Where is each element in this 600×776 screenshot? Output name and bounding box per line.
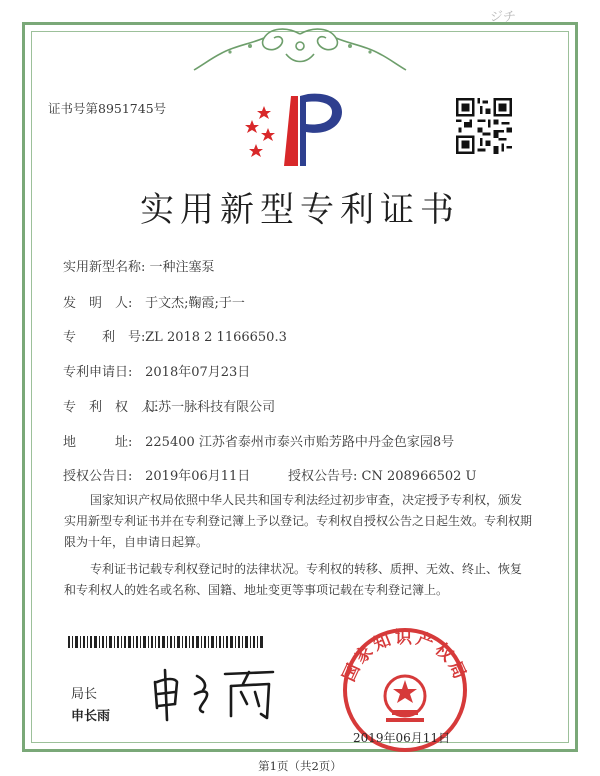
commissioner-name: 申长雨: [71, 709, 111, 724]
corner-handwriting: ジチ: [490, 10, 517, 25]
address-value: 225400 江苏省泰州市泰兴市贻芳路中丹金色家园8号: [145, 435, 455, 450]
signature-icon: [145, 660, 285, 724]
grant-date-value: 2019年06月11日: [145, 469, 251, 484]
certificate-title: 实用新型专利证书: [140, 190, 460, 230]
filing-date-label: 专利申请日:: [63, 365, 133, 380]
patentee-field: [63, 396, 275, 415]
ornament-icon: [190, 24, 410, 72]
inventor-field: [63, 292, 245, 311]
grant-number-value: CN 208966502 U: [361, 469, 477, 484]
inventor-value: 于文杰;鞠霞;于一: [145, 296, 245, 311]
grant-paragraph: 国家知识产权局依照中华人民共和国专利法经过初步审查，决定授予专利权，颁发实用新型专利证书并在专利登记簿上予以登记。专利权自授权公告之日起生效。专利权期限为十年，自申请日起算。: [64, 493, 533, 549]
patent-number-label: 专 利 号:: [63, 330, 146, 345]
patentee-label: 专 利 权 人:: [63, 400, 159, 415]
grant-date-label: 授权公告日:: [63, 469, 133, 484]
model-name-field: [63, 256, 215, 275]
qr-code-icon: [456, 98, 512, 154]
address-field: [63, 431, 454, 450]
legal-status-paragraph: 专利证书记载专利权登记时的法律状况。专利权的转移、质押、无效、终止、恢复和专利权人的姓名或名称、国籍、地址变更等事项记载在专利登记簿上。: [64, 562, 523, 597]
inventor-label: 发 明 人:: [63, 296, 133, 311]
grant-number-label: 授权公告号:: [288, 469, 358, 484]
address-label: 地 址:: [63, 435, 133, 450]
model-name-label: 实用新型名称:: [63, 260, 146, 275]
page-number: 第1页（共2页）: [258, 759, 342, 773]
barcode-icon: [68, 636, 264, 648]
patent-number-value: ZL 2018 2 1166650.3: [145, 330, 287, 345]
patent-number-field: [63, 326, 287, 345]
patentee-value: 江苏一脉科技有限公司: [145, 400, 276, 415]
filing-date-value: 2018年07月23日: [145, 365, 251, 380]
grant-date-field: [63, 465, 250, 484]
patent-office-logo-icon: [238, 92, 358, 170]
commissioner-title: 局长: [71, 687, 98, 702]
seal-date: 2019年06月11日: [353, 731, 451, 745]
seal-text: 国家知识产权局: [339, 628, 471, 685]
grant-number-field: [288, 465, 477, 484]
certificate-number: 证书号第8951745号: [48, 101, 167, 116]
filing-date-field: [63, 361, 250, 380]
model-name-value: 一种注塞泵: [149, 260, 215, 275]
